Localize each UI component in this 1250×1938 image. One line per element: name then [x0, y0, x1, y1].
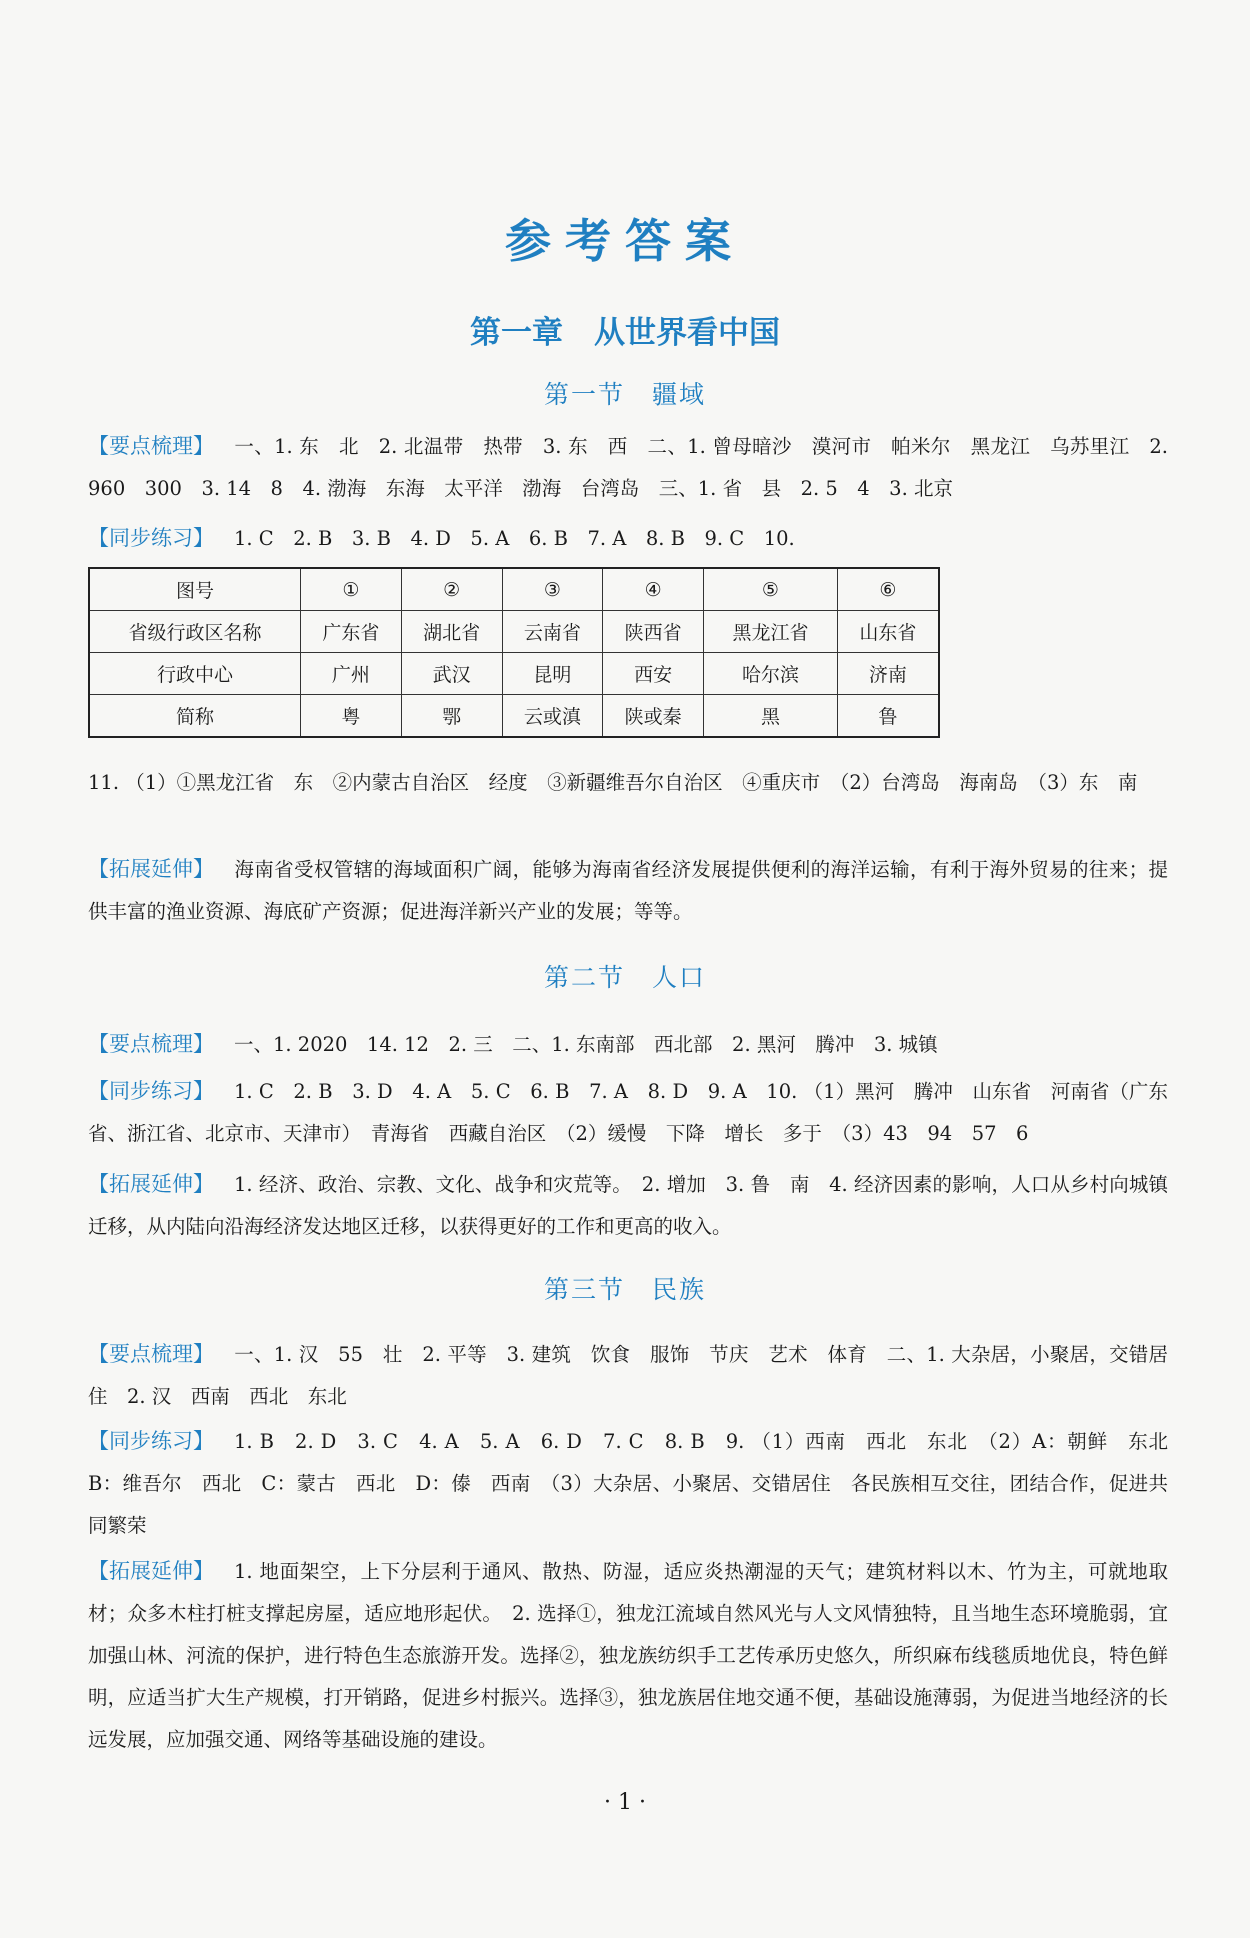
- table-cell: 武汉: [401, 653, 502, 695]
- s3-yaodian-text: 一、1. 汉 55 壮 2. 平等 3. 建筑 饮食 服饰 节庆 艺术 体育 二、1. 大杂居，小聚居，交错居住 2. 汉 西南 西北 东北: [88, 1343, 1168, 1408]
- s3-tuozhan-text: 1. 地面架空，上下分层利于通风、散热、防湿，适应炎热潮湿的天气；建筑材料以木、竹为主，可就地取材；众多木柱打桩支撑起房屋，适应地形起伏。 2. 选择①，独龙江流域自然风光与人文风情独特，且当地生态环境脆弱，宜加强山林、河流的保护，进行特色生态旅游开发。选择②，独龙族纺织手工艺传承历史悠久，所织麻布线毯质地优良，特色鲜明，应适当扩大生产规模，打开销路，促进乡村振兴。选择③，独龙族居住地交通不便，基础设施薄弱，为促进当地经济的长远发展，应加强交通、网络等基础设施的建设。: [88, 1560, 1168, 1751]
- table-cell: 广东省: [301, 611, 402, 653]
- s2-yaodian-block: [88, 1023, 1168, 1066]
- table-cell: ③: [502, 568, 603, 611]
- table-row: [89, 611, 939, 653]
- s1-tuozhan-text: 海南省受权管辖的海域面积广阔，能够为海南省经济发展提供便利的海洋运输，有利于海外贸易的往来；提供丰富的渔业资源、海底矿产资源；促进海洋新兴产业的发展；等等。: [88, 858, 1168, 923]
- s3-tongbu-block: [88, 1420, 1188, 1547]
- table-row: [89, 653, 939, 695]
- table-cell: 昆明: [502, 653, 603, 695]
- s1-tuozhan-block: [88, 848, 1168, 933]
- tag-yaodian: 【要点梳理】: [88, 1032, 214, 1056]
- s1-tongbu-text: 1. C 2. B 3. B 4. D 5. A 6. B 7. A 8. B 9. C 10.: [234, 527, 795, 550]
- tag-yaodian: 【要点梳理】: [88, 434, 214, 458]
- s3-tongbu-text: 1. B 2. D 3. C 4. A 5. A 6. D 7. C 8. B 9. （1）西南 西北 东北 （2）A：朝鲜 东北 B：维吾尔 西北 C：蒙古 西北 D：傣 西南 （3）大杂居、小聚居、交错居住 各民族相互交往，团结合作，促进共同繁荣: [88, 1430, 1188, 1537]
- s1-yaodian-text: 一、1. 东 北 2. 北温带 热带 3. 东 西 二、1. 曾母暗沙 漠河市 帕米尔 黑龙江 乌苏里江 2. 960 300 3. 14 8 4. 渤海 东海 太平洋 渤海 台湾岛 三、1. 省 县 2. 5 4 3. 北京: [88, 435, 1168, 500]
- tag-tuozhan: 【拓展延伸】: [88, 1172, 214, 1196]
- table-cell: 鲁: [837, 695, 939, 738]
- s2-yaodian-text: 一、1. 2020 14. 12 2. 三 二、1. 东南部 西北部 2. 黑河 腾冲 3. 城镇: [234, 1033, 938, 1056]
- s1-yaodian-block: [88, 425, 1168, 510]
- table-cell: 云或滇: [502, 695, 603, 738]
- page-number: · 1 ·: [604, 1790, 646, 1815]
- page-title: 参考答案: [505, 214, 745, 268]
- table-cell: 云南省: [502, 611, 603, 653]
- table-cell: ④: [603, 568, 704, 611]
- tag-tongbu: 【同步练习】: [88, 526, 214, 550]
- s3-tuozhan-block: [88, 1550, 1168, 1761]
- table-cell: 哈尔滨: [704, 653, 838, 695]
- table-cell: ①: [301, 568, 402, 611]
- table-cell: 简称: [89, 695, 301, 738]
- table-cell: ②: [401, 568, 502, 611]
- s2-tongbu-text: 1. C 2. B 3. D 4. A 5. C 6. B 7. A 8. D 9. A 10. （1）黑河 腾冲 山东省 河南省（广东省、浙江省、北京市、天津市） 青海省 西藏自治区 （2）缓慢 下降 增长 多于 （3）43 94 57 6: [88, 1080, 1168, 1145]
- table-cell: 广州: [301, 653, 402, 695]
- tag-yaodian: 【要点梳理】: [88, 1342, 214, 1366]
- table-cell: 黑: [704, 695, 838, 738]
- tag-tuozhan: 【拓展延伸】: [88, 1559, 214, 1583]
- table-cell: 陕或秦: [603, 695, 704, 738]
- section-title-2: 第二节 人口: [543, 963, 706, 992]
- table-cell: 湖北省: [401, 611, 502, 653]
- s1-q11-text: 11. （1）①黑龙江省 东 ②内蒙古自治区 经度 ③新疆维吾尔自治区 ④重庆市 （2）台湾岛 海南岛 （3）东 南: [88, 771, 1138, 794]
- table-row: [89, 695, 939, 738]
- table-cell: 行政中心: [89, 653, 301, 695]
- tag-tongbu: 【同步练习】: [88, 1079, 214, 1103]
- s2-tuozhan-block: [88, 1163, 1168, 1248]
- table-cell: 鄂: [401, 695, 502, 738]
- table-row: [89, 568, 939, 611]
- table-cell: 山东省: [837, 611, 939, 653]
- table-cell: 省级行政区名称: [89, 611, 301, 653]
- section-title-3: 第三节 民族: [543, 1275, 706, 1304]
- s1-q11-block: [88, 762, 1168, 804]
- table-cell: 陕西省: [603, 611, 704, 653]
- table-cell: ⑥: [837, 568, 939, 611]
- s2-tongbu-block: [88, 1070, 1168, 1155]
- province-table: [88, 567, 940, 738]
- s2-tuozhan-text: 1. 经济、政治、宗教、文化、战争和灾荒等。 2. 增加 3. 鲁 南 4. 经济因素的影响，人口从乡村向城镇迁移，从内陆向沿海经济发达地区迁移，以获得更好的工作和更高的收入。: [88, 1173, 1168, 1238]
- tag-tongbu: 【同步练习】: [88, 1429, 214, 1453]
- table-cell: 图号: [89, 568, 301, 611]
- table-cell: 黑龙江省: [704, 611, 838, 653]
- section-title-1: 第一节 疆域: [543, 380, 706, 409]
- s3-yaodian-block: [88, 1333, 1168, 1418]
- table-cell: 济南: [837, 653, 939, 695]
- table-cell: 粤: [301, 695, 402, 738]
- s1-tongbu-block: [88, 517, 1168, 560]
- chapter-title: 第一章 从世界看中国: [470, 315, 780, 351]
- table-cell: ⑤: [704, 568, 838, 611]
- table-cell: 西安: [603, 653, 704, 695]
- tag-tuozhan: 【拓展延伸】: [88, 857, 214, 881]
